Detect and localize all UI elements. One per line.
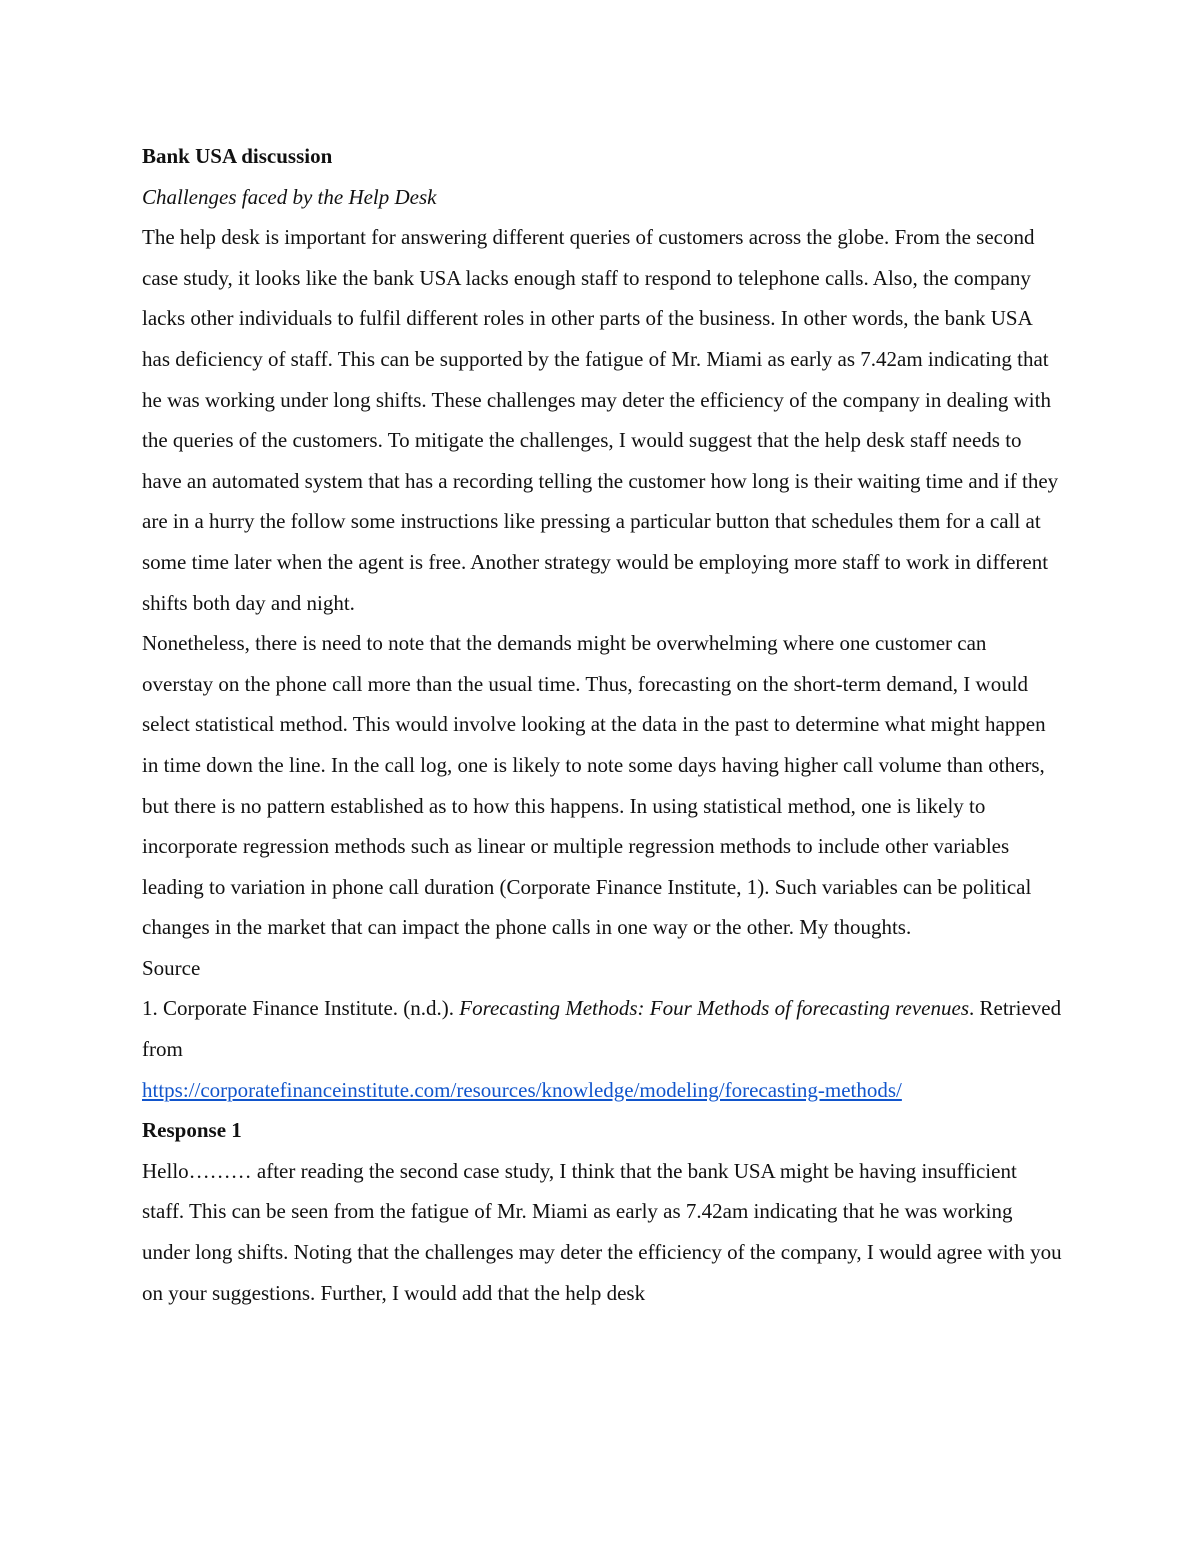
- reference-title: Forecasting Methods: Four Methods of forecasting revenues: [459, 996, 969, 1021]
- body-paragraph-2: Nonetheless, there is need to note that the demands might be overwhelming where one customer can overstay on the phone call more than the usual time. Thus, forecasting on the short-term demand, I would select statistical method. This would involve looking at the data in the past to determine what might happen in time down the line. In the call log, one is likely to note some days having higher call volume than others, but there is no pattern established as to how this happens. In using statistical method, one is likely to incorporate regression methods such as linear or multiple regression methods to include other variables leading to variation in phone call duration (Corporate Finance Institute, 1). Such variables can be political changes in the market that can impact the phone calls in one way or the other. My thoughts.: [142, 631, 1046, 940]
- response-heading: Response 1: [142, 1118, 242, 1143]
- source-label: Source: [142, 955, 201, 980]
- document-title: Bank USA discussion: [142, 144, 333, 168]
- reference-prefix: 1. Corporate Finance Institute. (n.d.).: [142, 996, 460, 1021]
- document-subtitle: Challenges faced by the Help Desk: [142, 184, 437, 209]
- reference-suffix: . Retrieved from: [142, 996, 1062, 1062]
- reference-entry: [142, 988, 1062, 1110]
- reference-link[interactable]: https://corporatefinanceinstitute.com/resources/knowledge/modeling/forecasting-methods/: [142, 1077, 902, 1102]
- document-page: [142, 136, 1062, 1313]
- body-paragraph-1: The help desk is important for answering different queries of customers across the globe. From the second case study, it looks like the bank USA lacks enough staff to respond to telephone calls. Also, the company lacks other individuals to fulfil different roles in other parts of the business. In other words, the bank USA has deficiency of staff. This can be supported by the fatigue of Mr. Miami as early as 7.42am indicating that he was working under long shifts. These challenges may deter the efficiency of the company in dealing with the queries of the customers. To mitigate the challenges, I would suggest that the help desk staff needs to have an automated system that has a recording telling the customer how long is their waiting time and if they are in a hurry the follow some instructions like pressing a particular button that schedules them for a call at some time later when the agent is free. Another strategy would be employing more staff to work in different shifts both day and night.: [142, 225, 1059, 615]
- response-paragraph: Hello……… after reading the second case study, I think that the bank USA might be having insufficient staff. This can be seen from the fatigue of Mr. Miami as early as 7.42am indicating that he was working under long shifts. Noting that the challenges may deter the efficiency of the company, I would agree with you on your suggestions. Further, I would add that the help desk: [142, 1158, 1062, 1305]
